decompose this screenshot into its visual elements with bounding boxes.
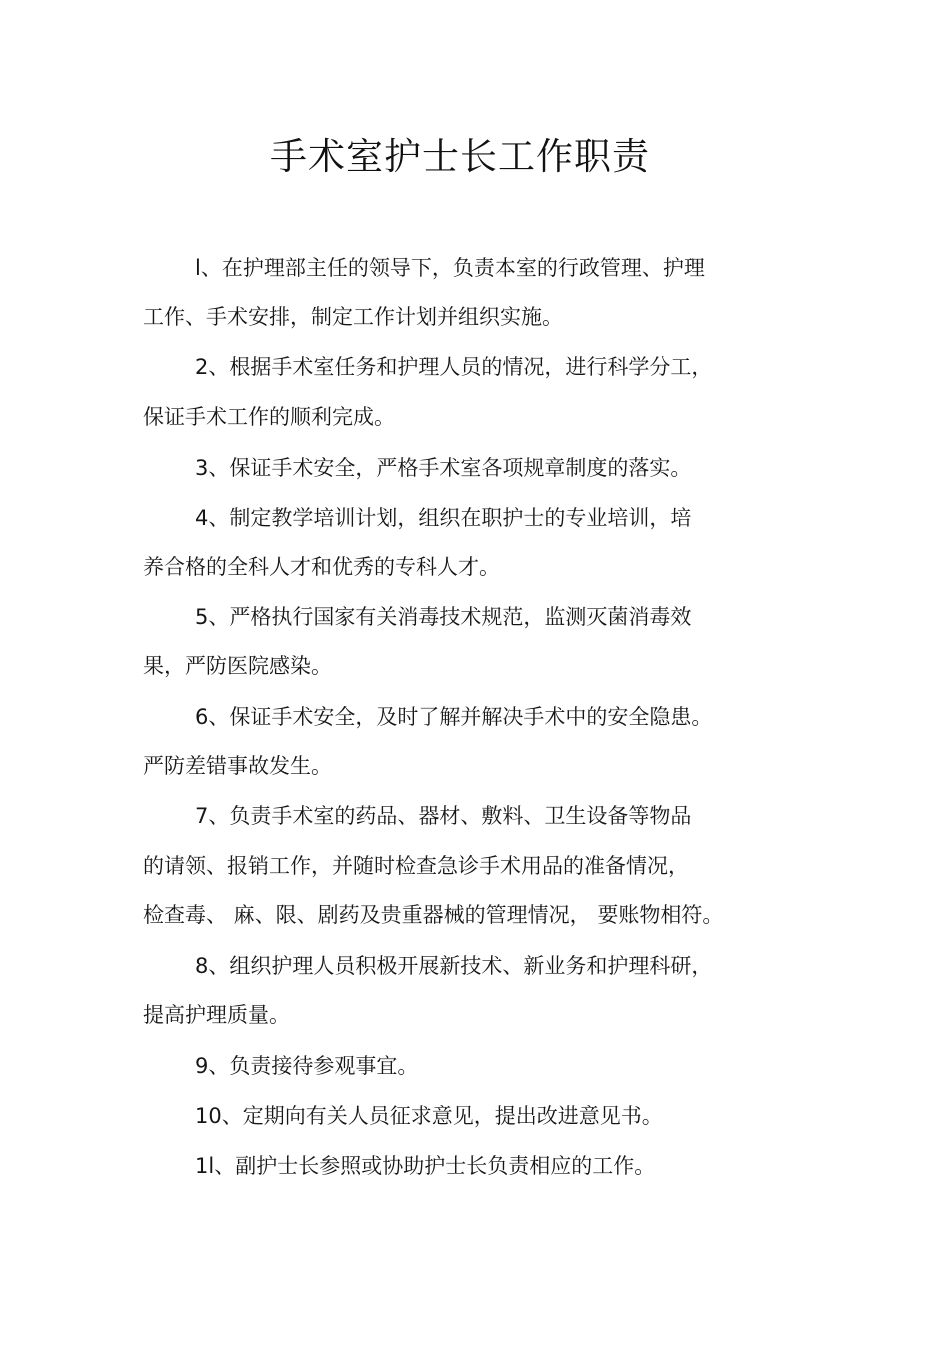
text-line: 果，严防医院感染。 (143, 654, 332, 678)
text-line: 2、根据手术室任务和护理人员的情况，进行科学分工， (195, 355, 713, 379)
text-line: 7、负责手术室的药品、器材、敷料、卫生设备等物品 (195, 804, 692, 828)
text-line: 8、组织护理人员积极开展新技术、新业务和护理科研， (195, 954, 713, 978)
text-line: 3、保证手术安全，严格手术室各项规章制度的落实。 (195, 456, 692, 480)
text-line: 检查毒、 麻、限、剧药及贵重器械的管理情况， 要账物相符。 (143, 903, 724, 927)
text-line: 严防差错事故发生。 (143, 754, 332, 778)
text-line: l、在护理部主任的领导下，负责本室的行政管理、护理 (195, 256, 705, 280)
document-title: 手术室护士长工作职责 (270, 135, 650, 178)
text-line: 提高护理质量。 (143, 1003, 290, 1027)
text-line: 养合格的全科人才和优秀的专科人才。 (143, 555, 500, 579)
text-line: 1l、副护士长参照或协助护士长负责相应的工作。 (195, 1154, 656, 1178)
text-line: 9、负责接待参观事宜。 (195, 1054, 419, 1078)
text-line: 工作、手术安排，制定工作计划并组织实施。 (143, 305, 563, 329)
text-line: 5、严格执行国家有关消毒技术规范，监测灭菌消毒效 (195, 605, 692, 629)
text-line: 4、制定教学培训计划，组织在职护士的专业培训，培 (195, 506, 692, 530)
text-line: 10、定期向有关人员征求意见，提出改进意见书。 (195, 1104, 663, 1128)
text-line: 保证手术工作的顺利完成。 (143, 405, 395, 429)
text-line: 的请领、报销工作，并随时检查急诊手术用品的准备情况， (143, 854, 689, 878)
text-line: 6、保证手术安全，及时了解并解决手术中的安全隐患。 (195, 705, 713, 729)
